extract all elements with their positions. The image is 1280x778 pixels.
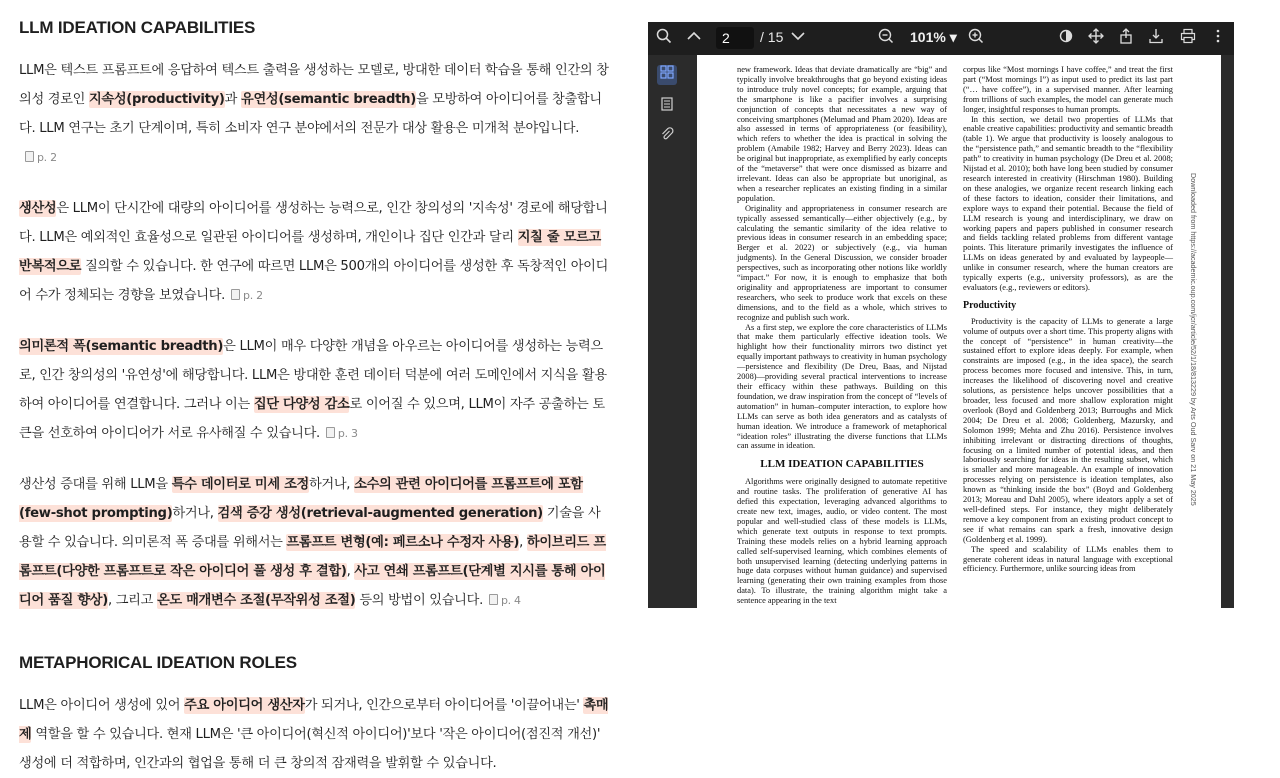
zoom-level-dropdown[interactable] <box>910 29 957 46</box>
citation-page: p. 4 <box>500 594 521 607</box>
text: 역할을 할 수 있습니다. 현재 LLM은 '큰 아이디어(혁신적 아이디어)'보다 '작은 아이디어(점진적 개선)' 생성에 더 적합하며, 인간과의 협업을 통해 더 큰 창의적 잠재력을 발휘할 수 있습니다. <box>19 727 601 771</box>
highlight-rag: 검색 증강 생성(retrieval-augmented generation) <box>217 506 543 521</box>
download-icon[interactable] <box>1146 28 1166 48</box>
print-icon[interactable] <box>1178 28 1198 48</box>
more-icon[interactable] <box>1208 28 1228 48</box>
pdf-column-right <box>963 65 1173 574</box>
pdf-subheading: Productivity <box>963 299 1017 311</box>
pdf-paragraph: As a first step, we explore the core characteristics of LLMs that make them particularly effective ideation tools. We highlight how their functionality mirrors two distinct yet equally important pathways to creativity in human psychology—persistence and flexibility (De Dreu, Baas, and Nijstad 2008)—providing several practical interventions to increase their efficacy within these pathways. Building on this foundation, we draw inspiration from the concept of “levels of automation” in human–computer interaction, to explore how LLMs can serve as both idea generators and as catalysts of human ideation. We introduce a framework of metaphorical “ideation roles” illustrating the diverse functions that LLMs can assume in ideation. <box>737 322 947 451</box>
highlight-prompt-variation: 프롬프트 변형(예: 페르소나 수정자 사용) <box>286 535 520 550</box>
summary-panel <box>19 10 609 771</box>
outline-icon[interactable] <box>657 97 677 117</box>
rotate-icon[interactable] <box>1056 28 1076 48</box>
chevron-up-icon[interactable] <box>684 28 704 48</box>
download-watermark: Downloaded from https://academic.oup.com/jcr/article/52/1/18/813229 by Arts Oud Sarv on 21 May 2025 <box>1189 173 1198 506</box>
pdf-paragraph: In this section, we detail two properties of LLMs that enable creative capabilities: productivity and semantic breadth (table 1). We argue that productivity is loosely analogous to the “persistence path,” and semantic breadth to the “flexibility path” to creativity in human psychology (De Dreu et al. 2008; Nijstad et al. 2010); both have long been studied by consumer research interested in creativity (Hirschman 1980). Building on these analogies, we organize recent research linking each of these factors to ideation, consider their limitations, and explore ways to expand their potential. Because the field of LLM research is young and interdisciplinary, we draw on working papers and papers published in consumer research and fields tackling related problems from different vantage points. This literature primarily investigates the influence of LLMs on ideas generated by and evaluated by laypeople—unlike in consumer research, where the human creators are typically experts (e.g., university professors), as are the evaluators (e.g., reviewers or editors). <box>963 114 1173 292</box>
text: 질의할 수 있습니다. 한 연구에 따르면 LLM은 500개의 아이디어를 생성한 후 독창적인 아이디어 수가 정체되는 경향을 보였습니다. <box>19 259 609 303</box>
text: LLM은 아이디어 생성에 있어 <box>19 698 185 713</box>
paragraph-methods <box>19 470 609 615</box>
text: 은 LLM이 매우 다양한 개념을 아우르는 아이디어를 생성하는 능력으로, 인간 창의성의 '유연성'에 해당합니다. LLM은 방대한 훈련 데이터 덕분에 여러 도메인에서 지식을 활용하여 아이디어를 연결합니다. 그러나 이는 <box>19 339 607 412</box>
highlight-productivity-term: 생산성 <box>19 201 57 216</box>
section-title-roles: METAPHORICAL IDEATION ROLES <box>19 653 297 672</box>
text: 은 LLM이 단시간에 대량의 아이디어를 생성하는 능력으로, 인간 창의성의 '지속성' 경로에 해당합니다. LLM은 예외적인 효율성으로 일관된 아이디어를 생성하며, 개인이나 집단 인간과 달리 <box>19 201 608 245</box>
citation-page: p. 2 <box>243 289 263 302</box>
pdf-heading: LLM IDEATION CAPABILITIES <box>760 458 924 471</box>
citation-link[interactable] <box>489 594 521 607</box>
text: 을 모방하여 아이디어를 창출합니다. LLM 연구는 초기 단계이며, 특히 소비자 연구 분야에서의 전문가 대상 활용은 미개척 분야입니다. <box>19 92 602 136</box>
paragraph-productivity <box>19 194 609 310</box>
pdf-scrollbar[interactable] <box>1223 55 1234 608</box>
thumbnails-icon[interactable] <box>657 65 677 85</box>
document-icon <box>231 289 240 300</box>
search-icon[interactable] <box>654 28 674 48</box>
document-icon <box>489 594 498 605</box>
text: , <box>346 564 355 579</box>
section-title-capabilities: LLM IDEATION CAPABILITIES <box>19 18 256 37</box>
text: LLM은 텍스트 프롬프트에 응답하여 텍스트 출력을 생성하는 모델로, 방대한 데이터 학습을 통해 인간의 창의성 경로인 <box>19 63 609 107</box>
highlight-productivity: 지속성(productivity) <box>88 92 225 107</box>
document-icon <box>25 151 34 162</box>
pdf-toolbar <box>648 22 1234 55</box>
attachments-icon[interactable] <box>657 127 677 147</box>
text: 기술을 사용할 수 있습니다. 의미론적 폭 증대를 위해서는 <box>19 506 601 550</box>
text: , <box>519 535 527 550</box>
highlight-fine-tuning: 특수 데이터로 미세 조정 <box>171 477 309 492</box>
text: 하거나, <box>308 477 355 492</box>
zoom-level: 101% <box>910 29 946 45</box>
paragraph-overview <box>19 56 609 172</box>
paragraph-roles <box>19 691 609 778</box>
text: 과 <box>224 92 241 107</box>
citation-link[interactable] <box>326 427 358 440</box>
text: 하거나, <box>172 506 218 521</box>
paragraph-semantic-breadth <box>19 332 609 448</box>
pdf-paragraph: Productivity is the capacity of LLMs to generate a large volume of outputs over a short time. This property aligns with the concept of “persistence” in human creativity—the sustained effort to explore ideas deeply. For example, when constraints are imposed (e.g., in the idea space), the search process becomes more focused and intensive. This, in turn, increases the likelihood of discovering novel and creative solutions, as persistence helps uncover possibilities that a broader, less focused and more shallow exploration might overlook (Boyd and Goldenberg 2013; Burroughs and Mick 2004; De Dreu et al. 2008; Goldenberg, Mazursky, and Solomon 1999; Mehta and Zhu 2016). Persistence involves inhibiting irrelevant or distracting directions of thoughts, focusing on a limited number of potential ideas, and then laboriously searching for ideas in the resulting subset, which is smaller and more manageable. An example of innovation processes relying on persistence is ideation templates, also known as “thinking inside the box” (Boyd and Goldenberg 2013; Moreau and Dahl 2005), where ideators apply a set of well-defined steps. For instance, they might deliberately remove a key component from an existing product concept to see if what remains can spark a fresh, innovative design (Goldenberg et al. 1999). <box>963 316 1173 544</box>
zoom-in-icon[interactable] <box>966 28 986 48</box>
highlight-chain-of-thought: 사고 연쇄 프롬프트(단계별 지시를 통해 아이디어 품질 향상) <box>19 564 606 608</box>
pdf-sidebar <box>648 55 686 608</box>
highlight-catalyst: 촉매제 <box>19 698 609 742</box>
zoom-out-icon[interactable] <box>876 28 896 48</box>
citation-link[interactable] <box>231 289 263 302</box>
text: 생산성 증대를 위해 LLM을 <box>19 477 172 492</box>
highlight-diversity-loss: 집단 다양성 감소 <box>253 397 350 412</box>
text: , 그리고 <box>107 593 157 608</box>
pdf-viewer <box>648 22 1234 608</box>
pdf-paragraph: corpus like “Most mornings I have coffee,” and treat the first part (“Most mornings I”) as input used to predict its last part (“… have coffee”), in a supervised manner. After learning from trillions of such examples, the model can generate much longer, insightful responses to human prompts. <box>963 65 1173 114</box>
pdf-paragraph: Algorithms were originally designed to automate repetitive and routine tasks. The proliferation of generative AI has defied this expectation, leveraging advanced algorithms to create new text, images, audio, or video content. The most popular and well-studied class of these models is LLMs, which generate text outputs in response to text prompts. Training these models relies on a hybrid learning approach called self-supervised learning, which combines elements of both unsupervised learning (detecting underlying patterns in huge data corpuses without human guidance) and supervised learning (generating their own training examples from those data). To illustrate, the training algorithm might take a sentence appearing in the text <box>737 477 947 606</box>
move-icon[interactable] <box>1086 28 1106 48</box>
highlight-hybrid-prompt: 하이브리드 프롬프트(다양한 프롬프트로 작은 아이디어 풀 생성 후 결합) <box>19 535 606 579</box>
pdf-paragraph: Originality and appropriateness in consumer research are typically assessed semantically—either objectively (e.g., by calculating the semantic similarity of the idea relative to previous ideas in consumer research in an embedding space; Berger et al. 2022) or subjectively (e.g., via human judgments). In the General Discussion, we consider broader perspectives, such as incorporating other notions like worldly “impact.” For now, it is enough to emphasize that both originality and appropriateness are important to consumer researchers, who seek to produce work that excels on these dimensions, and to the field as a whole, which strives to recognize and publish such work. <box>737 203 947 322</box>
chevron-down-icon[interactable] <box>788 28 808 48</box>
page-number-input[interactable]: 2 <box>716 27 754 49</box>
citation-link[interactable] <box>25 151 57 164</box>
highlight-idea-producer: 주요 아이디어 생산자 <box>184 698 305 713</box>
citation-page: p. 2 <box>37 151 57 164</box>
highlight-semantic-breadth: 유연성(semantic breadth) <box>241 92 416 107</box>
caret-down-icon: ▾ <box>949 29 957 45</box>
text: 등의 방법이 있습니다. <box>355 593 483 608</box>
text: 가 되거나, 인간으로부터 아이디어를 '이끌어내는' <box>304 698 584 713</box>
citation-page: p. 3 <box>337 427 358 440</box>
document-icon <box>326 427 335 438</box>
pdf-column-left <box>737 65 947 606</box>
share-icon[interactable] <box>1116 28 1136 48</box>
highlight-few-shot: 소수의 관련 아이디어를 프롬프트에 포함(few-shot prompting) <box>19 477 583 521</box>
text: 로 이어질 수 있으며, LLM이 자주 공출하는 토큰을 선호하여 아이디어가 서로 유사해질 수 있습니다. <box>19 397 605 441</box>
pdf-paragraph: The speed and scalability of LLMs enables them to generate coherent ideas in natural language with exceptional efficiency. Furthermore, unlike sourcing ideas from <box>963 544 1173 574</box>
highlight-tireless: 지칠 줄 모르고 반복적으로 <box>19 230 601 274</box>
pdf-paragraph: new framework. Ideas that deviate dramatically are “big” and typically involve breakthroughs that go beyond existing ideas to introduce truly novel concepts; for example, arguing that the smartphone is like a pacifier involves a surprising conjunction of concepts that necessitates a new way of conceiving smartphones (Melumad and Pham 2020). Ideas are also assessed in terms of appropriateness (or feasibility), which refers to whether the idea is practical in solving the problem (Amabile 1982; Harvey and Berry 2023). Ideas can be original but inappropriate, as exemplified by early concepts of the “metaverse” that were once dismissed as bizarre and irrelevant. Ideas can also be appropriate but unoriginal, as when a researcher replicates an existing finding in a similar population. <box>737 65 947 203</box>
highlight-temperature: 온도 매개변수 조절(무작위성 조절) <box>156 593 356 608</box>
highlight-semantic-breadth-term: 의미론적 폭(semantic breadth) <box>19 339 224 354</box>
page-total: / 15 <box>760 29 784 45</box>
pdf-page <box>697 55 1221 608</box>
